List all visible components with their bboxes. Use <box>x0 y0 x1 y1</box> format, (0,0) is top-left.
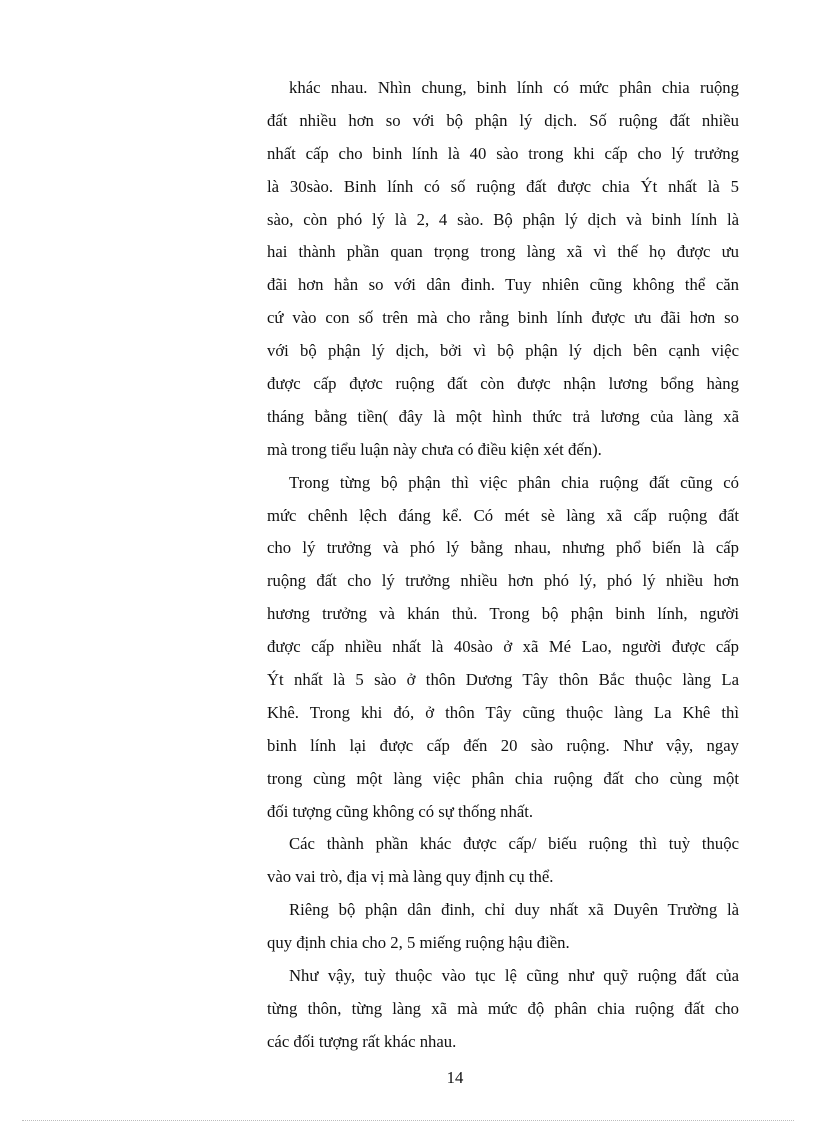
text-line: Ýt nhất là 5 sào ở thôn Dương Tây thôn Bắc thuộc làng La <box>267 670 739 690</box>
text-line: ruộng đất cho lý trưởng nhiều hơn phó lý, phó lý nhiều hơn <box>267 571 739 591</box>
text-line: cho lý trưởng và phó lý bằng nhau, nhưng phổ biến là cấp <box>267 538 739 558</box>
text-line: Khê. Trong khi đó, ở thôn Tây cũng thuộc làng La Khê thì <box>267 702 739 722</box>
text-line: đất nhiều hơn so với bộ phận lý dịch. Số ruộng đất nhiều <box>267 110 739 130</box>
text-line: binh lính lại được cấp đến 20 sào ruộng. Như vậy, ngay <box>267 735 739 755</box>
text-line: là 30sào. Binh lính có số ruộng đất được chia Ýt nhất là 5 <box>267 176 739 196</box>
text-line: sào, còn phó lý là 2, 4 sào. Bộ phận lý dịch và binh lính là <box>267 209 739 229</box>
page-number: 14 <box>446 1068 464 1087</box>
text-line: đãi hơn hẳn so với dân đinh. Tuy nhiên cũng không thể căn <box>267 275 739 295</box>
text-line: với bộ phận lý dịch, bởi vì bộ phận lý dịch bên cạnh việc <box>267 341 739 361</box>
text-line: khác nhau. Nhìn chung, binh lính có mức phân chia ruộng <box>289 78 739 97</box>
text-line: mức chênh lệch đáng kể. Có mét sè làng xã cấp ruộng đất <box>267 505 739 525</box>
text-line: vào vai trò, địa vị mà làng quy định cụ thể. <box>267 867 554 887</box>
text-line: đối tượng cũng không có sự thống nhất. <box>267 801 534 821</box>
text-line: Như vậy, tuỳ thuộc vào tục lệ cũng như quỹ ruộng đất của <box>289 966 739 986</box>
text-line: trong cùng một làng việc phân chia ruộng đất cho cùng một <box>267 768 739 788</box>
text-line: quy định chia cho 2, 5 miếng ruộng hậu điền. <box>267 933 570 953</box>
text-line: cứ vào con số trên mà cho rằng binh lính được ưu đãi hơn so <box>267 308 739 328</box>
text-line: hương trưởng và khán thủ. Trong bộ phận binh lính, người <box>267 604 739 624</box>
text-line: từng thôn, từng làng xã mà mức độ phân chia ruộng đất cho <box>267 998 739 1018</box>
text-line: được cấp nhiều nhất là 40sào ở xã Mé Lao, người được cấp <box>267 637 739 657</box>
text-line: được cấp đựơc ruộng đất còn được nhận lương bổng hàng <box>267 374 739 394</box>
text-line: Trong từng bộ phận thì việc phân chia ruộng đất cũng có <box>289 472 739 492</box>
text-line: Các thành phần khác được cấp/ biếu ruộng thì tuỳ thuộc <box>289 834 739 854</box>
text-line: Riêng bộ phận dân đinh, chỉ duy nhất xã Duyên Trường là <box>289 900 739 920</box>
text-line: các đối tượng rất khác nhau. <box>267 1031 457 1051</box>
text-line: nhất cấp cho binh lính là 40 sào trong khi cấp cho lý trưởng <box>267 143 739 163</box>
text-line: hai thành phần quan trọng trong làng xã vì thế họ được ưu <box>267 242 739 262</box>
text-line: tháng bằng tiền( đây là một hình thức trả lương của làng xã <box>267 406 739 426</box>
body-text <box>267 72 739 1059</box>
page-bottom-border <box>22 1120 794 1121</box>
text-line: mà trong tiểu luận này chưa có điều kiện xét đến). <box>267 439 602 459</box>
